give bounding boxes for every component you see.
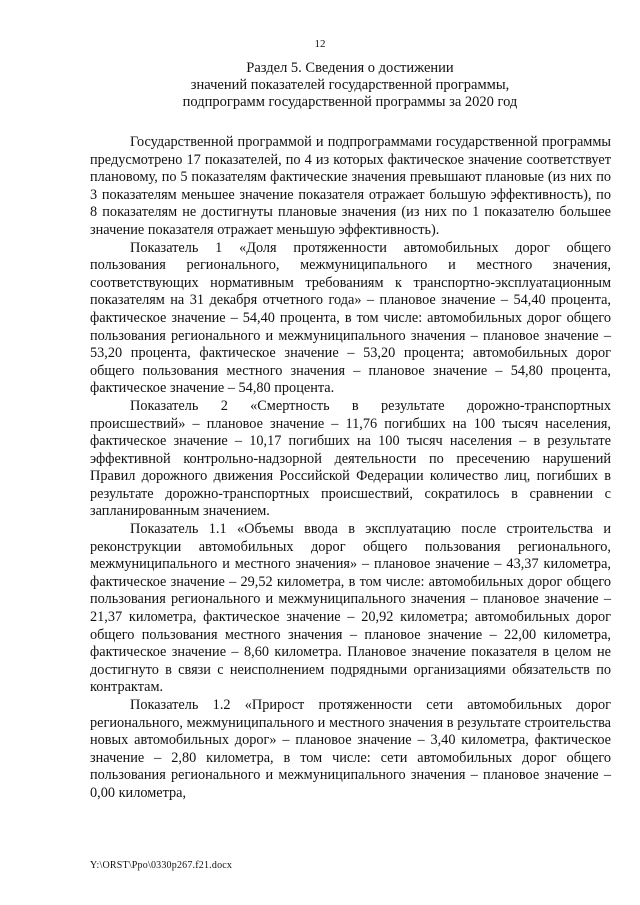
section-title [90, 60, 610, 111]
section-title-line-1: Раздел 5. Сведения о достижении [246, 60, 454, 76]
document-body [90, 134, 611, 803]
paragraph-indicator-2: Показатель 2 «Смертность в результате дорожно-транспортных происшествий» – плановое значение – 11,76 погибших на 100 тысяч населения, фактическое значение – 10,17 погибших на 100 тысяч населения – в результате эффективной контрольно-надзорной деятельности по пресечению нарушений Правил дорожного движения Российской Федерации количество лиц, погибших в результате дорожно-транспортных происшествий, сократилось в сравнении с запланированным значением. [90, 397, 611, 520]
page-number: 12 [314, 38, 326, 50]
footer-file-path: Y:\ORST\Ppo\0330p267.f21.docx [90, 860, 233, 871]
paragraph-indicator-1: Показатель 1 «Доля протяженности автомобильных дорог общего пользования регионального, межмуниципального и местного значения, соответствующих нормативным требованиям к транспортно-эксплуатационным показателям на 31 декабря отчетного года» – плановое значение – 54,40 процента, фактическое значение – 54,40 процента, в том числе: автомобильных дорог общего пользования регионального и межмуниципального значения – плановое значение – 53,20 процента, фактическое значение – 53,20 процента; автомобильных дорог общего пользования местного значения – плановое значение – 54,80 процента, фактическое значение – 54,80 процента. [90, 239, 611, 397]
section-title-line-2: значений показателей государственной программы, [190, 77, 510, 93]
paragraph-indicator-1-2: Показатель 1.2 «Прирост протяженности сети автомобильных дорог регионального, межмуниципального и местного значения в результате строительства новых автомобильных дорог» – плановое значение – 3,40 километра, фактическое значение – 2,80 километра, в том числе: сети автомобильных дорог общего пользования регионального и межмуниципального значения – плановое значение – 0,00 километра, [90, 697, 611, 801]
paragraph-summary: Государственной программой и подпрограммами государственной программы предусмотрено 17 показателей, по 4 из которых фактическое значение соответствует плановому, по 5 показателям фактические значения превышают плановые (из них по 3 показателям меньшее значение показателя отражает большую эффективность), по 8 показателям не достигнуты плановые значения (из них по 1 показателю большее значение показателя отражает меньшую эффективность). [90, 134, 611, 238]
section-title-line-3: подпрограмм государственной программы за 2020 год [182, 94, 518, 110]
paragraph-indicator-1-1: Показатель 1.1 «Объемы ввода в эксплуатацию после строительства и реконструкции автомобильных дорог общего пользования регионального, межмуниципального и местного значения» – плановое значение – 43,37 километра, фактическое значение – 29,52 километра, в том числе: автомобильных дорог общего пользования регионального и межмуниципального значения – плановое значение – 21,37 километра, фактическое значение – 20,92 километра; автомобильных дорог общего пользования местного значения – плановое значение – 22,00 километра, фактическое значение – 8,60 километра. Плановое значение показателя в целом не достигнуто в связи с неисполнением подрядными организациями обязательств по контрактам. [90, 521, 611, 696]
